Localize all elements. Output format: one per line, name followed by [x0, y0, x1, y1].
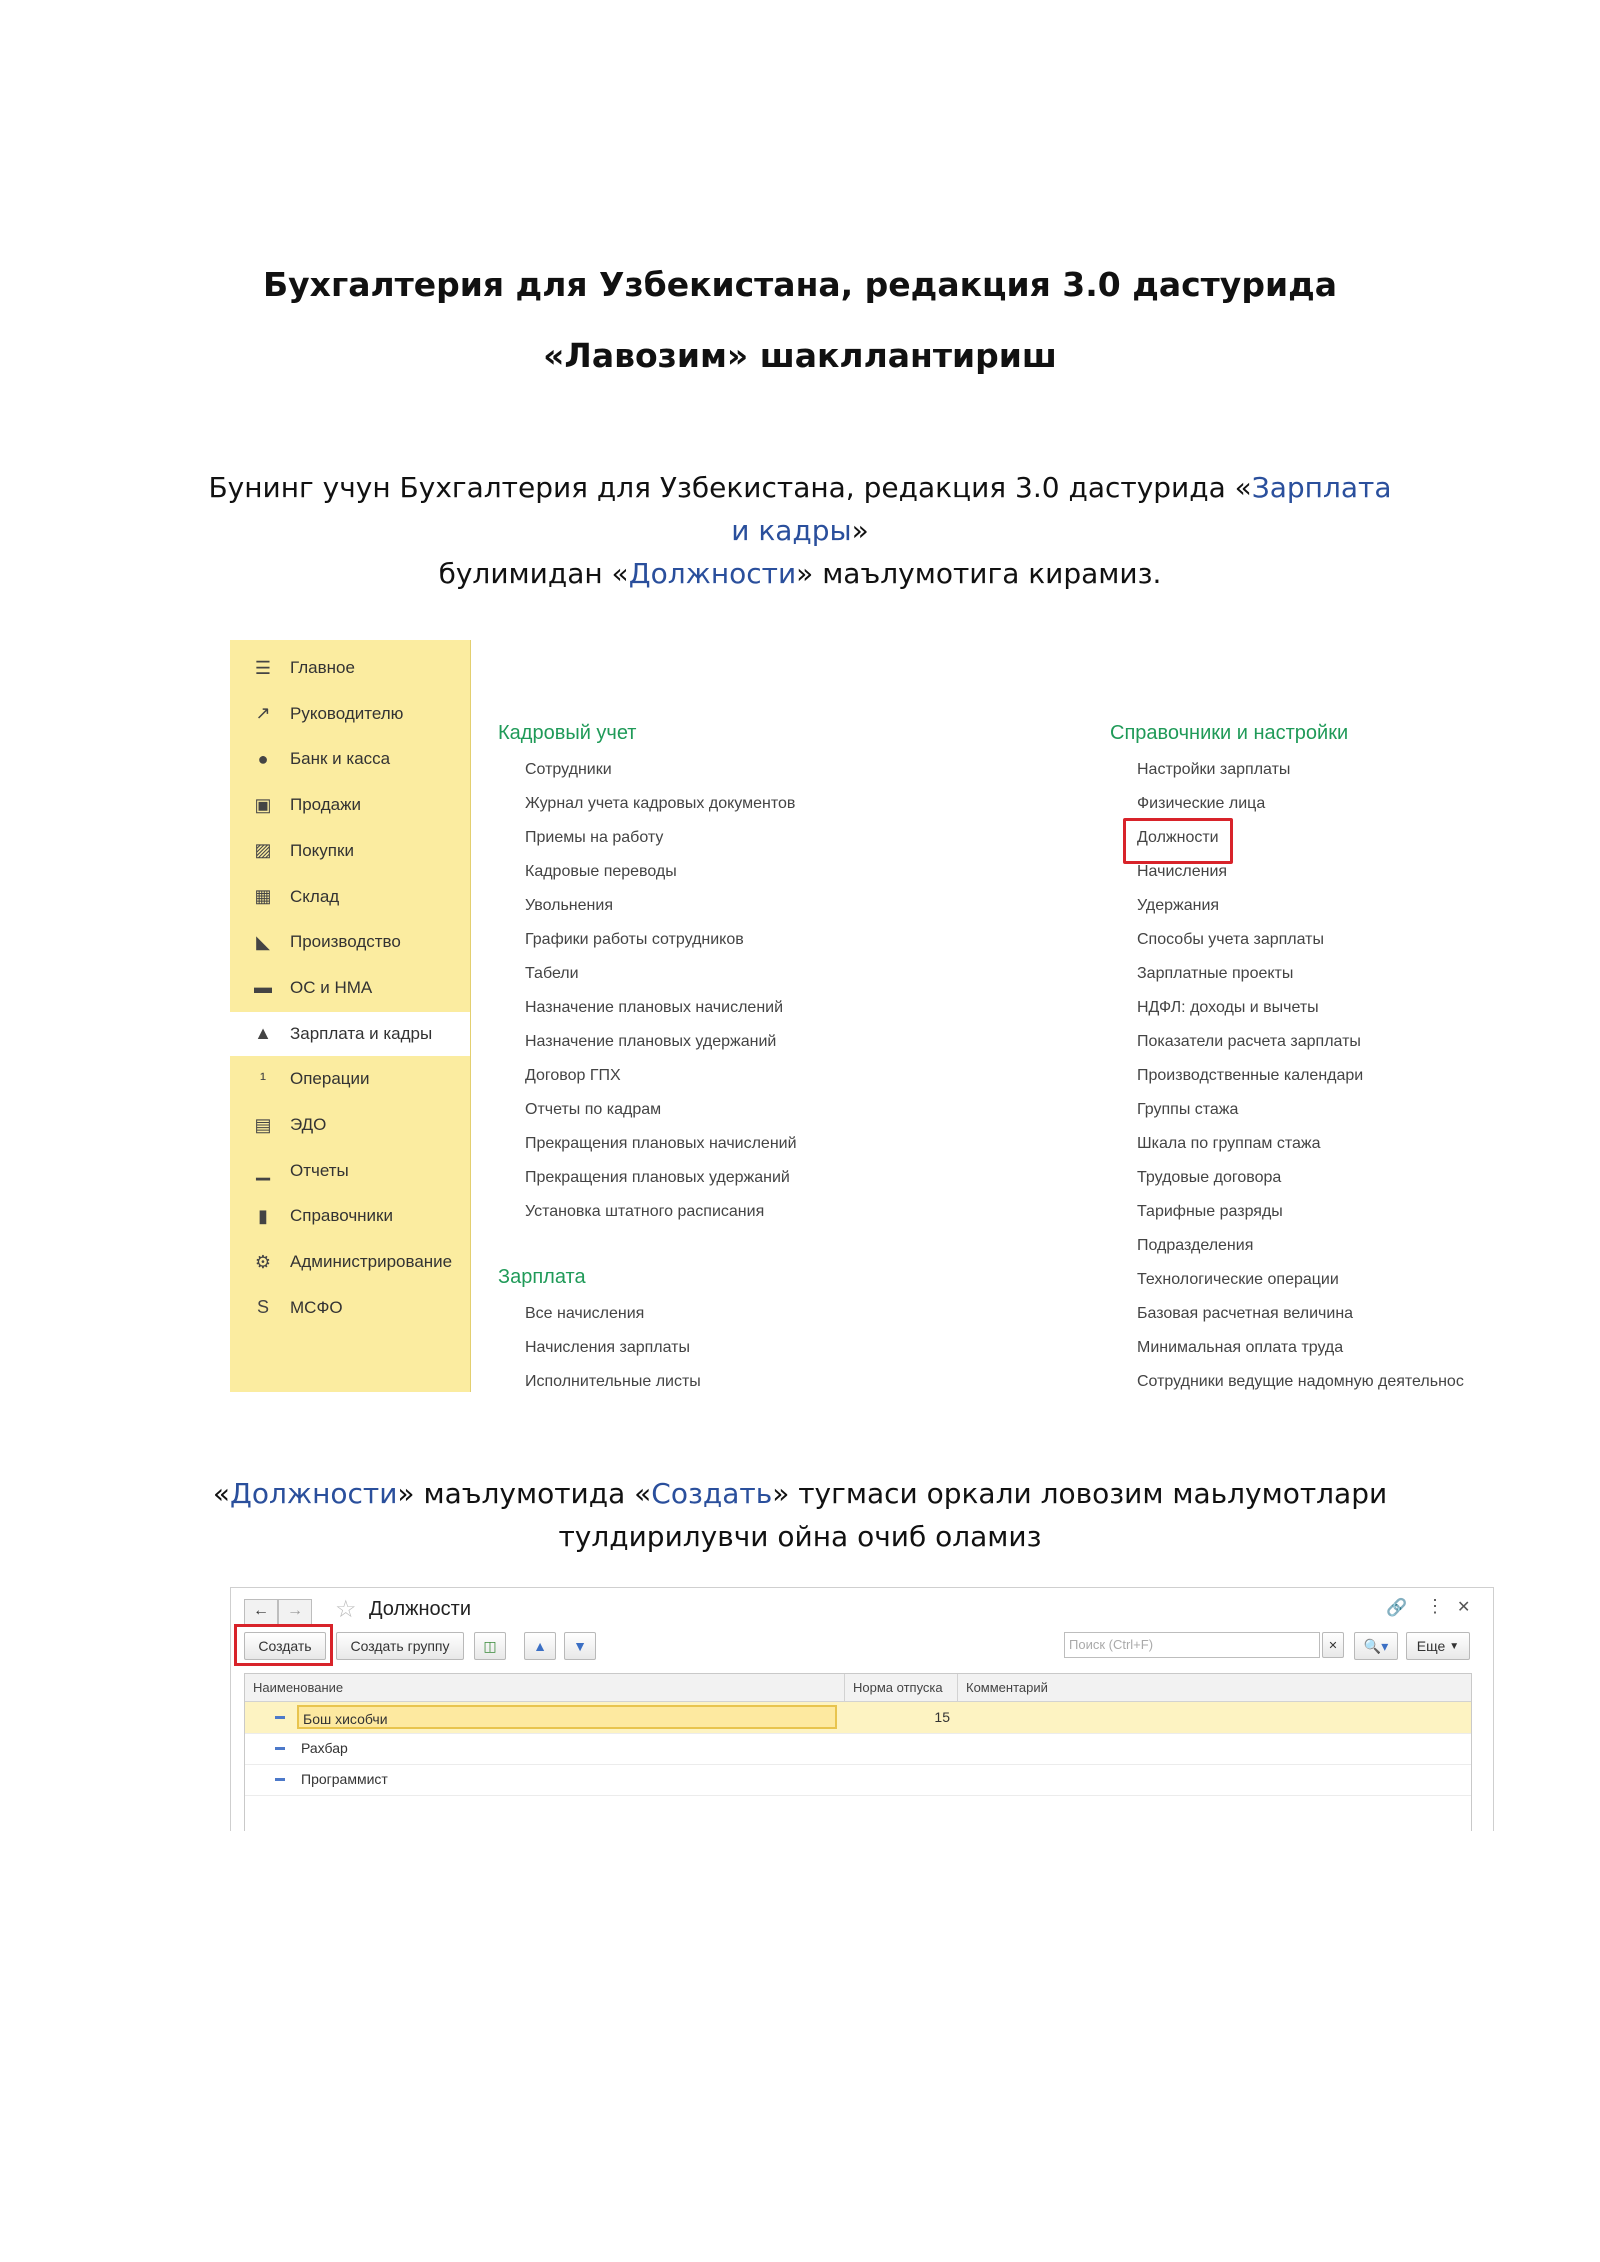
search-button[interactable] [1354, 1632, 1398, 1660]
more-vertical-icon[interactable]: ⋮ [1426, 1596, 1444, 1616]
menu-link[interactable]: Графики работы сотрудников [525, 931, 744, 948]
sidebar [230, 640, 471, 1392]
table-row[interactable] [245, 1733, 1471, 1765]
clear-icon: ✕ [1328, 1639, 1338, 1652]
intro-line-1 [200, 466, 1400, 552]
search-input[interactable]: Поиск (Ctrl+F) [1064, 1632, 1320, 1658]
sidebar-item-label: Покупки [290, 840, 354, 860]
menu-link[interactable]: Показатели расчета зарплаты [1137, 1033, 1361, 1050]
arrow-down-icon: ▼ [573, 1638, 587, 1654]
move-up-button[interactable] [524, 1632, 556, 1660]
favorite-star-icon[interactable]: ☆ [335, 1596, 357, 1623]
sidebar-item[interactable] [230, 737, 470, 781]
copy-icon: ◫ [483, 1637, 497, 1654]
document-title-line2: «Лавозим» шакллантириш [543, 336, 1057, 375]
second-text-b: » маълумотида « [397, 1477, 652, 1510]
sidebar-item-label: Склад [290, 886, 340, 906]
sidebar-item[interactable] [230, 1057, 470, 1101]
second-paragraph [200, 1472, 1400, 1558]
menu-link[interactable]: Прекращения плановых удержаний [525, 1169, 790, 1186]
create-group-button[interactable]: Создать группу [336, 1632, 464, 1660]
trend-icon: ↗ [255, 703, 271, 724]
intro-text-a: Бунинг учун Бухгалтерия для Узбекистана, редакция 3.0 дастурида « [208, 471, 1252, 504]
sidebar-item-label: Руководителю [290, 703, 404, 723]
menu-link[interactable]: Минимальная оплата труда [1137, 1339, 1344, 1356]
item-icon [275, 1747, 285, 1750]
sidebar-item[interactable] [230, 966, 470, 1010]
sidebar-item[interactable] [230, 875, 470, 919]
menu-link[interactable]: Увольнения [525, 897, 613, 914]
menu-link[interactable]: Производственные календари [1137, 1067, 1364, 1084]
sidebar-item-label: Производство [290, 932, 401, 952]
bag-icon: ▣ [254, 794, 272, 815]
section-title-zarplata: Зарплата [498, 1266, 586, 1288]
sidebar-item[interactable] [230, 1103, 470, 1147]
menu-link[interactable]: Подразделения [1137, 1237, 1254, 1254]
more-button[interactable] [1406, 1632, 1470, 1660]
menu-link[interactable]: Начисления [1137, 863, 1228, 880]
menu-link[interactable]: Прекращения плановых начислений [525, 1135, 797, 1152]
second-line-1 [200, 1472, 1400, 1515]
menu-link[interactable]: Технологические операции [1137, 1271, 1339, 1288]
cell-name[interactable]: Программист [301, 1771, 388, 1787]
dtkt-icon: ¹ [260, 1068, 266, 1089]
link-dolzhnosti[interactable]: Должности [628, 557, 797, 590]
section-menu-screenshot [230, 640, 1490, 1392]
menu-link[interactable]: Сотрудники ведущие надомную деятельнос [1137, 1373, 1464, 1390]
sidebar-item-label: МСФО [290, 1297, 343, 1317]
menu-link[interactable]: Журнал учета кадровых документов [525, 795, 796, 812]
sidebar-item[interactable] [230, 1286, 470, 1330]
menu-link[interactable]: Зарплатные проекты [1137, 965, 1294, 982]
table-row[interactable] [245, 1764, 1471, 1796]
copy-button[interactable] [474, 1632, 506, 1660]
coin-icon: ● [257, 748, 269, 769]
intro-line-2 [200, 552, 1400, 595]
link-dolzhnosti-2[interactable]: Должности [229, 1477, 398, 1510]
sidebar-item-label: Администрирование [290, 1252, 453, 1272]
sidebar-item[interactable] [230, 1194, 470, 1238]
cell-comment[interactable] [965, 1764, 1465, 1794]
intro-text-c: булимидан « [438, 557, 629, 590]
menu-link[interactable]: Табели [525, 965, 579, 982]
cell-norm[interactable] [845, 1733, 950, 1763]
sidebar-item-label: Банк и касса [290, 749, 391, 769]
intro-paragraph [200, 466, 1400, 595]
column-header-comment[interactable]: Комментарий [958, 1674, 1471, 1702]
link-zarplata-kadry[interactable]: Зарплата и кадры [731, 471, 1392, 547]
menu-link[interactable]: Исполнительные листы [525, 1373, 701, 1390]
section-title-kadr: Кадровый учет [498, 722, 637, 744]
create-button[interactable]: Создать [244, 1632, 326, 1660]
sidebar-item-label: Главное [290, 658, 355, 677]
move-down-button[interactable] [564, 1632, 596, 1660]
sidebar-item-label: Операции [290, 1069, 370, 1089]
section-title-spravochniki: Справочники и настройки [1110, 722, 1349, 744]
positions-table [244, 1673, 1472, 1831]
intro-text-b: » [851, 514, 869, 547]
sidebar-item[interactable] [230, 646, 470, 690]
item-icon [275, 1716, 285, 1719]
item-icon [275, 1778, 285, 1781]
barchart-icon: ▁ [256, 1160, 270, 1181]
back-button[interactable] [244, 1599, 278, 1625]
menu-link[interactable]: Отчеты по кадрам [525, 1101, 662, 1118]
menu-link[interactable]: Все начисления [525, 1305, 645, 1322]
link-icon[interactable]: 🔗 [1386, 1598, 1408, 1617]
form-title: Должности [369, 1598, 472, 1620]
menu-link[interactable]: Начисления зарплаты [525, 1339, 690, 1356]
cell-name[interactable]: Рахбар [301, 1740, 348, 1756]
cell-name[interactable]: Бош хисобчи [297, 1705, 837, 1729]
second-line-2: тулдирилувчи ойна очиб оламиз [558, 1520, 1042, 1553]
sidebar-item-label: Отчеты [290, 1160, 349, 1180]
cell-comment[interactable] [965, 1733, 1465, 1763]
warehouse-icon: ▦ [254, 886, 272, 906]
menu-link[interactable]: Шкала по группам стажа [1137, 1135, 1321, 1152]
menu-link[interactable]: Договор ГПХ [525, 1067, 621, 1084]
second-text-a: « [212, 1477, 230, 1510]
sidebar-item-label: Продажи [290, 795, 361, 815]
sidebar-item-label: ЭДО [290, 1115, 327, 1134]
truck-icon: ▬ [254, 977, 272, 998]
search-icon: 🔍▾ [1363, 1637, 1389, 1654]
menu-link[interactable]: Трудовые договора [1137, 1169, 1282, 1186]
column-header-norm[interactable]: Норма отпуска [845, 1674, 958, 1702]
menu-link[interactable]: Тарифные разряды [1137, 1203, 1283, 1220]
forward-button[interactable] [278, 1599, 312, 1625]
sidebar-item-label: Зарплата и кадры [290, 1023, 433, 1043]
menu-link[interactable]: Назначение плановых удержаний [525, 1033, 777, 1050]
sidebar-item[interactable] [230, 1012, 470, 1056]
cell-comment[interactable] [965, 1702, 1465, 1732]
menu-link[interactable]: Установка штатного расписания [525, 1203, 765, 1220]
menu-link[interactable]: Физические лица [1137, 795, 1266, 812]
sidebar-item[interactable] [230, 783, 470, 827]
edo-icon: ▤ [254, 1114, 272, 1135]
gear-icon: ⚙ [254, 1251, 272, 1272]
chevron-down-icon: ▼ [1449, 1640, 1460, 1652]
factory-icon: ◣ [256, 931, 270, 952]
menu-link[interactable]: Сотрудники [525, 761, 612, 778]
menu-link[interactable]: Настройки зарплаты [1137, 761, 1291, 778]
menu-link[interactable]: Приемы на работу [525, 829, 664, 846]
menu-link[interactable]: Удержания [1137, 897, 1220, 914]
column-header-name[interactable]: Наименование [245, 1674, 845, 1702]
sidebar-item[interactable] [230, 692, 470, 736]
book-icon: ▮ [258, 1205, 268, 1226]
highlight-box-create [234, 1624, 333, 1666]
sidebar-item[interactable] [230, 829, 470, 873]
sidebar-item-label: ОС и НМА [290, 977, 373, 997]
cell-norm[interactable]: 15 [934, 1709, 950, 1725]
positions-form-screenshot [230, 1587, 1494, 1831]
more-label: Еще [1416, 1638, 1446, 1654]
document-title-line1: Бухгалтерия для Узбекистана, редакция 3.0 дастурида [263, 265, 1337, 304]
menu-link[interactable]: Группы стажа [1137, 1101, 1239, 1118]
arrow-up-icon: ▲ [533, 1638, 547, 1654]
clear-search-button[interactable] [1322, 1632, 1344, 1658]
msfo-icon: S [256, 1297, 269, 1318]
menu-link[interactable]: Должности [1137, 829, 1219, 846]
menu-link[interactable]: Кадровые переводы [525, 863, 677, 880]
arrow-right-icon: → [287, 1602, 303, 1619]
menu-link[interactable]: Базовая расчетная величина [1137, 1305, 1354, 1322]
sidebar-item[interactable] [230, 1240, 470, 1284]
menu-icon: ☰ [254, 657, 272, 678]
sidebar-item-label: Справочники [290, 1206, 393, 1226]
link-sozdat[interactable]: Создать [651, 1477, 773, 1510]
cell-norm[interactable] [845, 1764, 950, 1794]
person-icon: ▲ [254, 1023, 272, 1044]
menu-link[interactable]: Способы учета зарплаты [1137, 931, 1325, 948]
sidebar-item[interactable] [230, 920, 470, 964]
table-row[interactable] [245, 1702, 1471, 1734]
menu-link[interactable]: НДФЛ: доходы и вычеты [1137, 999, 1319, 1016]
menu-link[interactable]: Назначение плановых начислений [525, 999, 784, 1016]
cart-icon: ▨ [254, 840, 272, 861]
close-icon[interactable]: ✕ [1457, 1599, 1471, 1616]
intro-text-d: » маълумотига кирамиз. [796, 557, 1162, 590]
sidebar-item[interactable] [230, 1149, 470, 1193]
second-text-c: » тугмаси оркали ловозим маьлумотлари [772, 1477, 1388, 1510]
arrow-left-icon: ← [253, 1602, 269, 1619]
